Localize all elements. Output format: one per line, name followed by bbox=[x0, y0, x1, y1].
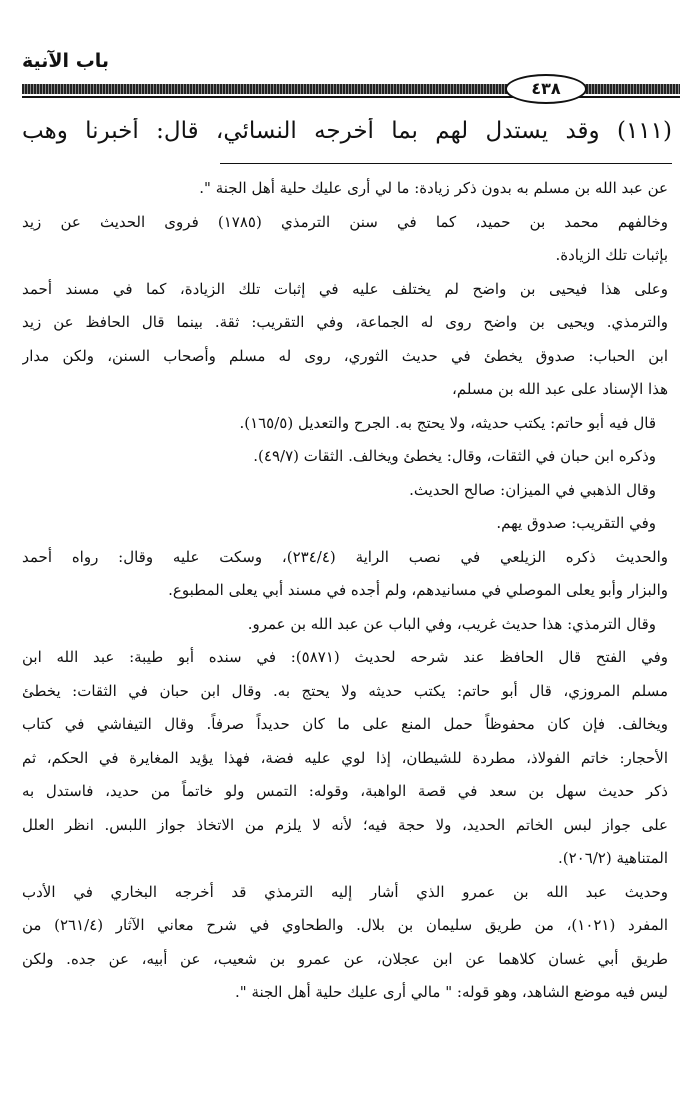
text-line: وخالفهم محمد بن حميد، كما في سنن الترمذي (١٧٨٥) فروى الحديث عن زيد bbox=[22, 212, 668, 231]
text-line: وقال الذهبي في الميزان: صالح الحديث. bbox=[409, 480, 656, 499]
text-line: طريق أبي غسان كلاهما عن ابن عجلان، عن عمرو بن شعيب، عن أبيه، عن جده. ولكن bbox=[22, 949, 668, 968]
text-line: وفي الفتح قال الحافظ عند شرحه لحديث (٥٨٧١): في سنده أبو طيبة: عبد الله ابن bbox=[22, 648, 668, 666]
text-line: المفرد (١٠٢١)، من طريق سليمان بن بلال. والطحاوي في شرح معاني الآثار (٢٦١/٤) من bbox=[22, 916, 668, 934]
text-line: والحديث ذكره الزيلعي في نصب الراية (٢٣٤/٤)، وسكت عليه وقال: رواه أحمد bbox=[22, 547, 668, 566]
page-number: ٤٣٨ bbox=[505, 74, 587, 104]
text-line: قال فيه أبو حاتم: يكتب حديثه، ولا يحتج به. الجرح والتعديل (١٦٥/٥). bbox=[239, 413, 656, 432]
text-line: وقال الترمذي: هذا حديث غريب، وفي الباب عن عبد الله بن عمرو. bbox=[247, 614, 656, 633]
footnote-heading: (١١١) وقد يستدل لهم بما أخرجه النسائي، قال: أخبرنا وهب bbox=[22, 118, 672, 144]
text-line: الأحجار: خاتم الفولاذ، مطردة للشيطان، إذا لوي عليه فضة، فهذا يؤيد المغايرة في الحكم، ثم bbox=[22, 748, 668, 767]
footnote-separator bbox=[220, 163, 672, 164]
text-line: المتناهية (٢٠٦/٢). bbox=[557, 849, 668, 867]
text-line: والبزار وأبو يعلى الموصلي في مسانيدهم، ولم أجده في مسند أبي يعلى المطبوع. bbox=[168, 581, 668, 599]
text-line: ابن الحباب: صدوق يخطئ في حديث الثوري، روى له مسلم وأصحاب السنن، ولكن مدار bbox=[22, 346, 668, 365]
text-line: والترمذي. ويحيى بن واضح روى له الجماعة، وفي التقريب: ثقة. بينما قال الحافظ عن زيد bbox=[22, 313, 668, 331]
text-line: وفي التقريب: صدوق يهم. bbox=[496, 514, 656, 532]
text-line: عن عبد الله بن مسلم به بدون ذكر زيادة: ما لي أرى عليك حلية أهل الجنة ". bbox=[199, 179, 668, 197]
text-line: مسلم المروزي، قال أبو حاتم: يكتب حديثه ولا يحتج به. وقال ابن حبان في الثقات: يخطئ bbox=[22, 681, 668, 700]
text-line: ويخالف. فإن كان محفوظاً حمل المنع على ما كان حديداً صرفاً. وقال التيفاشي في كتاب bbox=[22, 715, 668, 733]
text-line: بإثبات تلك الزيادة. bbox=[555, 246, 668, 264]
text-line: هذا الإسناد على عبد الله بن مسلم، bbox=[452, 380, 668, 398]
text-line: ذكر حديث سهل بن سعد في قصة الواهبة، وقوله: التمس ولو خاتماً من حديد، فاستدل به bbox=[22, 782, 668, 800]
body-text bbox=[22, 172, 668, 1010]
chapter-title: باب الآنية bbox=[22, 50, 110, 72]
text-line: ليس فيه موضع الشاهد، وهو قوله: " مالي أرى عليك حلية أهل الجنة ". bbox=[235, 983, 668, 1001]
text-line: وعلى هذا فيحيى بن واضح لم يختلف عليه في إثبات تلك الزيادة، كما في مسند أحمد bbox=[22, 279, 668, 298]
text-line: على جواز لبس الخاتم الحديد، ولا حجة فيه؛ لأنه لا يلزم من الاتخاذ جواز اللبس. انظر العلل bbox=[22, 815, 668, 834]
text-line: وذكره ابن حبان في الثقات، وقال: يخطئ ويخالف. الثقات (٤٩/٧). bbox=[253, 447, 656, 465]
text-line: وحديث عبد الله بن عمرو الذي أشار إليه الترمذي قد أخرجه البخاري في الأدب bbox=[22, 882, 668, 901]
